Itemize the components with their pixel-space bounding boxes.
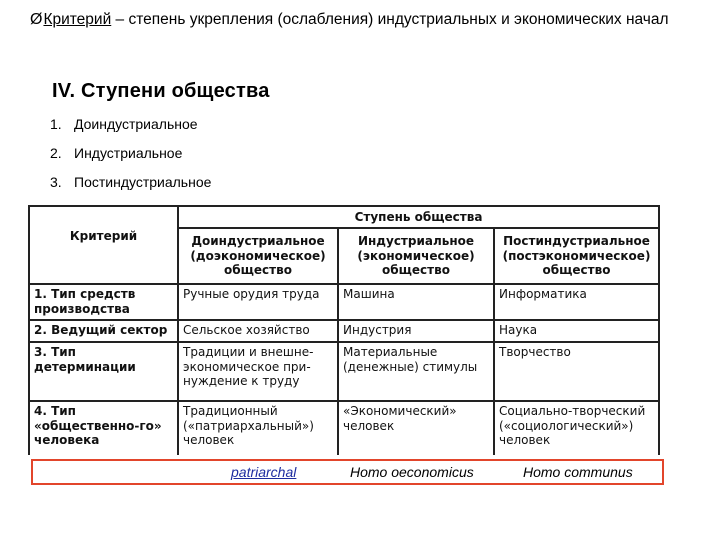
table-row [29,320,659,342]
table-cell: Наука [494,320,659,342]
criterion-label: Критерий [43,11,112,28]
patriarchal-link[interactable]: patriarchal [231,464,297,480]
table-row [29,401,659,455]
stage-item-label: Доиндустриальное [74,116,198,132]
table-row-criterion: 3. Тип детерминации [29,342,178,401]
table-header-col-3: Постиндустриальное (постэкономическое) общество [494,228,659,284]
table-header-group: Ступень общества [178,206,659,228]
table-cell: Ручные орудия труда [178,284,338,320]
table-header-col-1: Доиндустриальное (доэкономическое) общество [178,228,338,284]
section-title: IV. Ступени общества [52,80,270,102]
table-cell: Сельское хозяйство [178,320,338,342]
table-header-col-2: Индустриальное (экономическое) общество [338,228,494,284]
table-header-criterion: Критерий [29,206,178,284]
table-row [29,342,659,401]
stage-item-label: Индустриальное [74,145,183,161]
stage-item-2 [50,145,182,161]
table-row-criterion: 2. Ведущий сектор [29,320,178,342]
table-cell: Традиционный («патриархальный») человек [178,401,338,455]
table-row-criterion: 1. Тип средств производства [29,284,178,320]
table-cell: Традиции и внешне-экономическое при-нуждение к труду [178,342,338,401]
criterion-text: – степень укрепления (ослабления) индустриальных и экономических начал [111,11,669,28]
stage-item-3 [50,174,211,190]
stage-item-number: 2. [50,145,62,161]
table-cell: Социально-творческий («социологический») человек [494,401,659,455]
stage-item-number: 1. [50,116,62,132]
homo-oeconomicus-label: Homo oeconomicus [350,464,474,480]
stage-item-number: 3. [50,174,62,190]
stage-item-1 [50,116,198,132]
table-cell: Творчество [494,342,659,401]
table-cell: Материальные (денежные) стимулы [338,342,494,401]
society-stages-table [28,205,660,455]
table-cell: «Экономический» человек [338,401,494,455]
table-cell: Информатика [494,284,659,320]
stage-item-label: Постиндустриальное [74,174,212,190]
table-row [29,284,659,320]
homo-communus-label: Homo communus [523,464,633,480]
arrow-bullet-icon: Ø [30,11,43,28]
table-cell: Машина [338,284,494,320]
table-cell: Индустрия [338,320,494,342]
table-row-criterion: 4. Тип «общественно-го» человека [29,401,178,455]
criterion-paragraph [30,10,690,30]
